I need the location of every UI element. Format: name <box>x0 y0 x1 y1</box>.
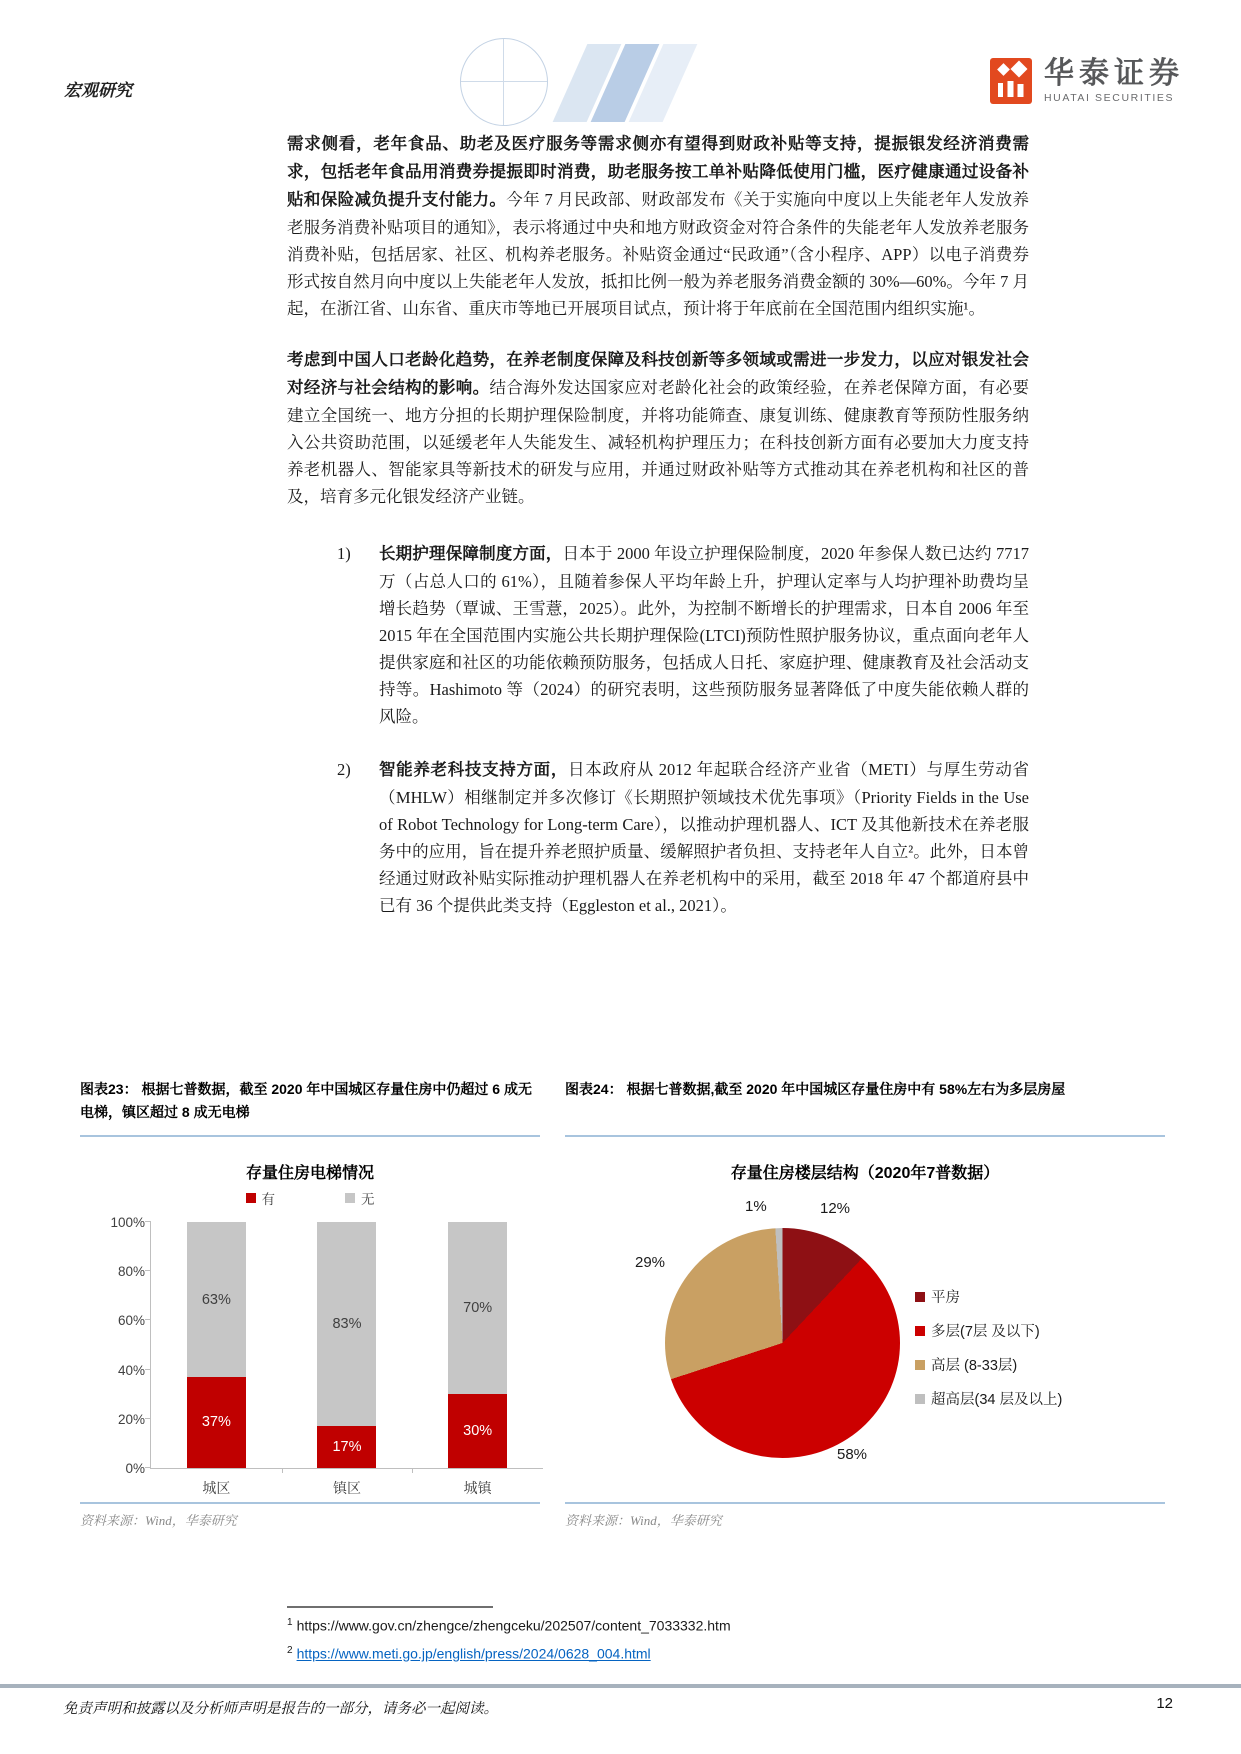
bar-chart-title: 存量住房电梯情况 <box>245 1165 374 1182</box>
legend-swatch-icon <box>915 1292 925 1302</box>
huatai-logo-icon <box>990 58 1032 109</box>
bar-segment-none <box>448 1222 507 1394</box>
legend-item <box>246 1188 276 1208</box>
numbered-list <box>287 540 1029 919</box>
bar-segment-none <box>317 1222 376 1426</box>
list-item: 1) 长期护理保障制度方面，日本于 2000 年设立护理保险制度，2020 年参保人数已达约 7717 万（占总人口的 61%），且随着参保人平均年龄上升，护理认定率与人均护理补助费均呈增长趋势（覃诚、王雪薏，2025）。此外，为控制不断增长的护理需求，日本自 2006 年至 2015 年在全国范围内实施公共长期护理保险(LTCI)预防性照护服务协议，重点面向老年人提供家庭和社区的功能依赖预防服务，包括成人日托、家庭护理、健康教育及社会活动支持等。Hashimoto 等（2024）的研究表明，这些预防服务显著降低了中度失能依赖人群的风险。 <box>287 540 1029 730</box>
bar-城区 <box>187 1222 246 1496</box>
figure-24-source: 资料来源：Wind，华泰研究 <box>565 1513 722 1528</box>
y-axis-tick-mark <box>145 1467 151 1468</box>
list-item-number: 1) <box>337 544 351 563</box>
bar-value-label: 70% <box>463 1300 493 1317</box>
bar-镇区 <box>317 1222 376 1496</box>
pie-chart <box>665 1228 900 1458</box>
bar-segment-have <box>448 1394 507 1468</box>
figure-24 <box>565 1078 1165 1548</box>
figure-label: 图表23： <box>80 1081 138 1097</box>
legend-item <box>915 1320 1062 1341</box>
pie-value-label: 12% <box>820 1200 851 1217</box>
x-axis-tick-mark <box>282 1468 283 1473</box>
huatai-logo <box>990 58 1184 109</box>
x-axis-tick-mark <box>412 1468 413 1473</box>
y-axis-tick-mark <box>145 1369 151 1370</box>
footnote-link[interactable]: https://www.meti.go.jp/english/press/2024/0628_004.html <box>296 1645 651 1662</box>
source-divider <box>80 1502 540 1504</box>
legend-label: 有 <box>261 1192 275 1207</box>
y-axis-tick-label: 100% <box>110 1215 145 1230</box>
brand-name-cn: 华泰证券 <box>1044 57 1184 90</box>
report-body <box>287 130 1029 945</box>
list-item-lead-bold: 智能养老科技支持方面， <box>379 761 569 779</box>
legend-label: 无 <box>361 1192 375 1207</box>
y-axis-tick-label: 60% <box>117 1313 145 1329</box>
caption-divider <box>80 1135 540 1137</box>
footer-divider <box>0 1684 1241 1688</box>
x-axis-category-label: 镇区 <box>332 1480 361 1496</box>
bar-segment-none <box>187 1222 246 1377</box>
y-axis-tick-label: 0% <box>125 1461 145 1476</box>
bar-value-label: 83% <box>332 1316 362 1333</box>
y-axis-tick-mark <box>145 1221 151 1222</box>
legend-swatch-icon <box>246 1193 256 1203</box>
legend-swatch-icon <box>915 1326 925 1336</box>
x-axis-category-label: 城区 <box>202 1480 231 1496</box>
y-axis-tick-mark <box>145 1418 151 1419</box>
legend-swatch-icon <box>915 1360 925 1370</box>
list-item-number: 2) <box>337 760 351 779</box>
list-item: 2) 智能养老科技支持方面，日本政府从 2012 年起联合经济产业省（METI）与厚生劳动省（MHLW）相继制定并多次修订《长期照护领域技术优先事项》（Priority Fields in the Use of Robot Technology for Long-term Care），以推动护理机器人、ICT 及其他新技术在养老服务中的应用，旨在提升养老照护质量、缓解照护者负担、支持老年人自立²。此外，日本曾经通过财政补贴实际推动护理机器人在养老机构中的采用，截至 2018 年 47 个都道府县中已有 36 个提供此类支持（Eggleston et al., 2021）。 <box>287 756 1029 919</box>
footnote-divider <box>287 1606 493 1608</box>
legend-swatch-icon <box>345 1193 355 1203</box>
legend-label: 超高层(34 层及以上) <box>931 1392 1063 1408</box>
legend-label: 平房 <box>931 1290 960 1306</box>
page-number: 12 <box>1156 1695 1173 1712</box>
legend-item <box>915 1354 1062 1375</box>
pie-value-label: 1% <box>745 1198 767 1215</box>
source-divider <box>565 1502 1165 1504</box>
legend-item <box>345 1188 375 1208</box>
y-axis-tick-label: 80% <box>117 1264 145 1280</box>
bar-value-label: 17% <box>332 1439 362 1456</box>
bar-value-label: 63% <box>201 1291 231 1308</box>
legend-item <box>915 1286 1062 1307</box>
x-axis-category-label: 城镇 <box>463 1480 492 1496</box>
figure-23 <box>80 1078 540 1548</box>
figure-label: 图表24： <box>565 1081 623 1097</box>
globe-icon <box>460 38 548 126</box>
pie-value-label: 58% <box>837 1446 868 1463</box>
bar-value-label: 30% <box>463 1423 493 1440</box>
y-axis-tick-mark <box>145 1319 151 1320</box>
y-axis-tick-label: 20% <box>117 1411 145 1427</box>
y-axis-tick-mark <box>145 1270 151 1271</box>
report-section-label: 宏观研究 <box>64 81 132 100</box>
legend-item <box>915 1388 1062 1409</box>
y-axis-tick-label: 40% <box>117 1362 145 1378</box>
legend-label: 多层(7层 及以下) <box>931 1324 1040 1340</box>
bar-chart-plot <box>110 1215 543 1496</box>
legend-swatch-icon <box>915 1394 925 1404</box>
bar-value-label: 37% <box>201 1414 231 1431</box>
list-item-lead-bold: 长期护理保障制度方面， <box>379 545 563 563</box>
disclaimer-text: 免责声明和披露以及分析师声明是报告的一部分，请务必一起阅读。 <box>63 1701 498 1717</box>
bar-城镇 <box>448 1222 507 1496</box>
paragraph-demand-side: 需求侧看，老年食品、助老及医疗服务等需求侧亦有望得到财政补贴等支持，提振银发经济消费需求，包括老年食品用消费券提振即时消费，助老服务按工单补贴降低使用门槛，医疗健康通过设备补贴和保险减负提升支付能力。今年 7 月民政部、财政部发布《关于实施向中度以上失能老年人发放养老服务消费补贴项目的通知》，表示将通过中央和地方财政资金对符合条件的失能老年人发放养老服务消费补贴，包括居家、社区、机构养老服务。补贴资金通过“民政通”（含小程序、APP）以电子消费券形式按自然月向中度以上失能老年人发放，抵扣比例一般为养老服务消费金额的 30%—60%。今年 7 月起，在浙江省、山东省、重庆市等地已开展项目试点，预计将于年底前在全国范围内组织实施¹。 <box>287 135 1030 318</box>
paragraph-lead-bold: 需求侧看，老年食品、助老及医疗服务等需求侧亦有望得到财政补贴等支持，提振银发经济消费需求，包括老年食品用消费券提振即时消费，助老服务按工单补贴降低使用门槛，医疗健康通过设备补贴和保险减负提升支付能力。 <box>287 135 1029 209</box>
legend-label: 高层 (8-33层) <box>931 1358 1018 1374</box>
footnote-2: $^2$ https://www.meti.go.jp/english/press/2024/0628_004.html <box>287 1645 651 1662</box>
header-decoration-graphic <box>420 38 740 118</box>
figure-23-caption: 图表23： 根据七普数据，截至 2020 年中国城区存量住房中仍超过 6 成无电梯，镇区超过 8 成无电梯 <box>80 1081 532 1120</box>
figure-23-source: 资料来源：Wind，华泰研究 <box>80 1513 237 1528</box>
bar-segment-have <box>187 1377 246 1468</box>
footnote-1: $^1$ https://www.gov.cn/zhengce/zhengceku/202507/content_7033332.htm <box>287 1617 731 1634</box>
caption-divider <box>565 1135 1165 1137</box>
bar-segment-have <box>317 1426 376 1468</box>
brand-name-en: HUATAI SECURITIES <box>1044 92 1175 104</box>
pie-chart-legend <box>915 1286 1062 1422</box>
paragraph-lead-bold: 考虑到中国人口老龄化趋势，在养老制度保障及科技创新等多领域或需进一步发力，以应对银发社会对经济与社会结构的影响。 <box>287 351 1029 397</box>
pie-value-label: 29% <box>635 1254 666 1271</box>
figure-24-caption: 图表24： 根据七普数据,截至 2020 年中国城区存量住房中有 58%左右为多层房屋 <box>565 1081 1066 1097</box>
paragraph-aging-outlook: 考虑到中国人口老龄化趋势，在养老制度保障及科技创新等多领域或需进一步发力，以应对银发社会对经济与社会结构的影响。结合海外发达国家应对老龄化社会的政策经验，在养老保障方面，有必要建立全国统一、地方分担的长期护理保险制度，并将功能筛查、康复训练、健康教育等预防性服务纳入公共资助范围，以延缓老年人失能发生、减轻机构护理压力；在科技创新方面有必要加大力度支持养老机器人、智能家具等新技术的研发与应用，并通过财政补贴等方式推动其在养老机构和社区的普及，培育多元化银发经济产业链。 <box>287 351 1030 506</box>
bar-chart-legend <box>80 1188 540 1208</box>
pie-chart-title: 存量住房楼层结构（2020年7普数据） <box>730 1165 1000 1182</box>
